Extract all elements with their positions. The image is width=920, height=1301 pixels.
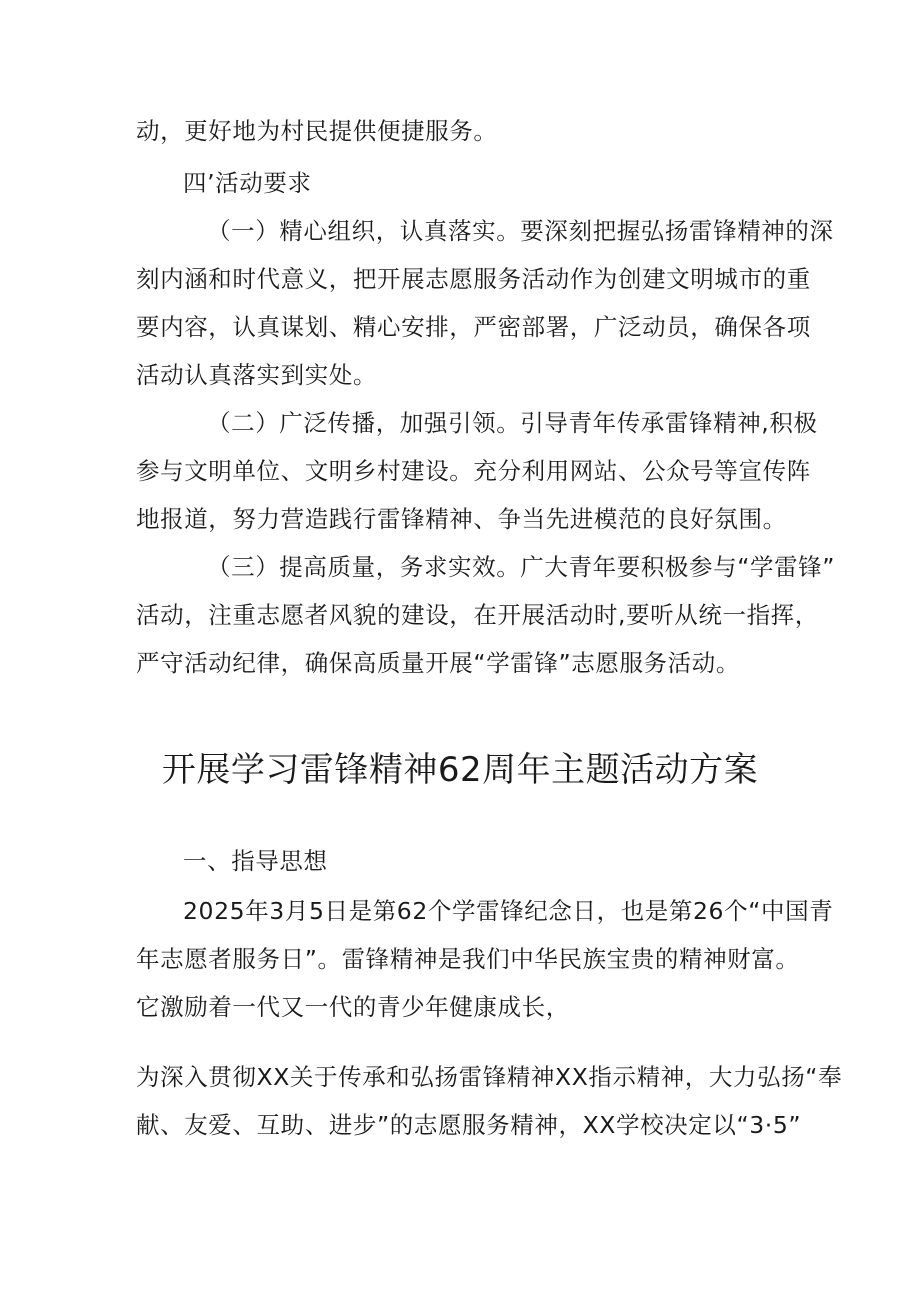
item3-line-2: 活动，注重志愿者风貌的建设，在开展活动时,要听从统一指挥， bbox=[136, 601, 819, 629]
continuation-line: 动，更好地为村民提供便捷服务。 bbox=[136, 117, 498, 145]
item1-line-4: 活动认真落实到实处。 bbox=[136, 361, 377, 389]
item1-line-3: 要内容，认真谋划、精心安排，严密部署，广泛动员，确保各项 bbox=[136, 313, 811, 341]
section-heading-guiding-thought: 一、指导思想 bbox=[183, 847, 328, 875]
para1-line-2: 年志愿者服务日”。雷锋精神是我们中华民族宝贵的精神财富。 bbox=[136, 945, 800, 973]
para2-line-1: 为深入贯彻XX关于传承和弘扬雷锋精神XX指示精神，大力弘扬“奉 bbox=[136, 1063, 843, 1091]
item2-line-2: 参与文明单位、文明乡村建设。充分利用网站、公众号等宣传阵 bbox=[136, 457, 811, 485]
section-heading-requirements: 四’活动要求 bbox=[183, 169, 312, 197]
item1-line-2: 刻内涵和时代意义，把开展志愿服务活动作为创建文明城市的重 bbox=[136, 265, 811, 293]
item2-line-1: （二）广泛传播，加强引领。引导青年传承雷锋精神,积极 bbox=[207, 409, 818, 437]
document-title: 开展学习雷锋精神62周年主题活动方案 bbox=[161, 750, 759, 790]
para1-line-1: 2025年3月5日是第62个学雷锋纪念日，也是第26个“中国青 bbox=[183, 897, 834, 925]
item3-line-1: （三）提高质量，务求实效。广大青年要积极参与“学雷锋” bbox=[207, 553, 836, 581]
para2-line-2: 献、友爱、互助、进步”的志愿服务精神，XX学校决定以“3·5” bbox=[136, 1111, 802, 1139]
item3-line-3: 严守活动纪律，确保高质量开展“学雷锋”志愿服务活动。 bbox=[136, 649, 740, 677]
para1-line-3: 它激励着一代又一代的青少年健康成长， bbox=[136, 993, 570, 1021]
item2-line-3: 地报道，努力营造践行雷锋精神、争当先进模范的良好氛围。 bbox=[136, 505, 787, 533]
item1-line-1: （一）精心组织，认真落实。要深刻把握弘扬雷锋精神的深 bbox=[207, 217, 834, 245]
